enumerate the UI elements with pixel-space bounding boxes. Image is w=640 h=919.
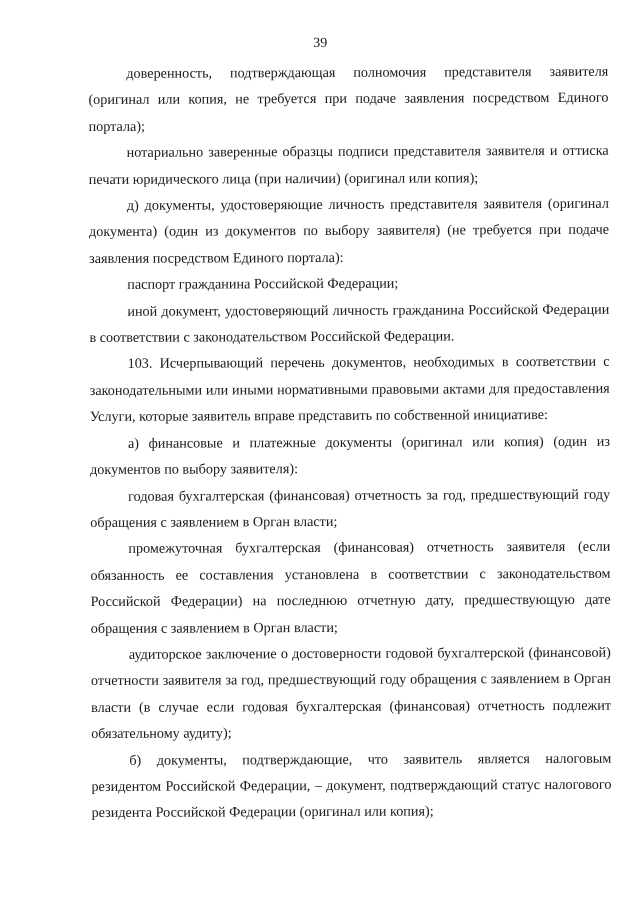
paragraph-passport: паспорт гражданина Российской Федерации; [127,275,399,294]
paragraph-interim-reports: промежуточная бухгалтерская (финансовая) отчетность заявителя (если обязанность ее составления установлена в соответствии с законодательством Российской Федерации) на последнюю отчетную дату, предшествующую дате обращения с заявлением в Орган власти; [90,539,611,637]
page-number: 39 [313,35,328,52]
paragraph-audit-report: аудиторское заключение о достоверности годовой бухгалтерской (финансовой) отчетности заявителя за год, предшествующий году обращения с заявлением в Орган власти (в случае если годовая бухгалтерская (финансовая) отчетность подлежит обязательному аудиту); [90,644,612,743]
paragraph-103-list: 103. Исчерпывающий перечень документов, необходимых в соответствии с законодательными или иными нормативными правовыми актами для предоставления Услуги, которые заявитель вправе представить по собственной инициативе: [89,354,610,426]
paragraph-power-of-attorney: доверенность, подтверждающая полномочия представителя заявителя (оригинал или копия, не требуется при подаче заявления посредством Единого портала); [88,63,609,135]
document-body [88,59,611,827]
paragraph-signature-samples: нотариально заверенные образцы подписи представителя заявителя и оттиска печати юридического лица (при наличии) (оригинал или копия); [88,142,609,188]
paragraph-financial-documents: а) финансовые и платежные документы (оригинал или копия) (один из документов по выбору заявителя): [90,433,610,479]
paragraph-annual-reports: годовая бухгалтерская (финансовая) отчетность за год, предшествующий году обращения с заявлением в Орган власти; [90,486,611,531]
paragraph-other-identity-document: иной документ, удостоверяющий личность гражданина Российской Федерации в соответствии с законодательством Российской Федерации. [89,301,610,347]
paragraph-tax-resident: б) документы, подтверждающие, что заявитель является налоговым резидентом Российской Федерации, – документ, подтверждающий статус налогового резидента Российской Федерации (оригинал или копия); [91,750,612,822]
paragraph-identity-documents: д) документы, удостоверяющие личность представителя заявителя (оригинал документа) (один из документов по выбору заявителя) (не требуется при подаче заявления посредством Единого портала): [88,195,610,267]
